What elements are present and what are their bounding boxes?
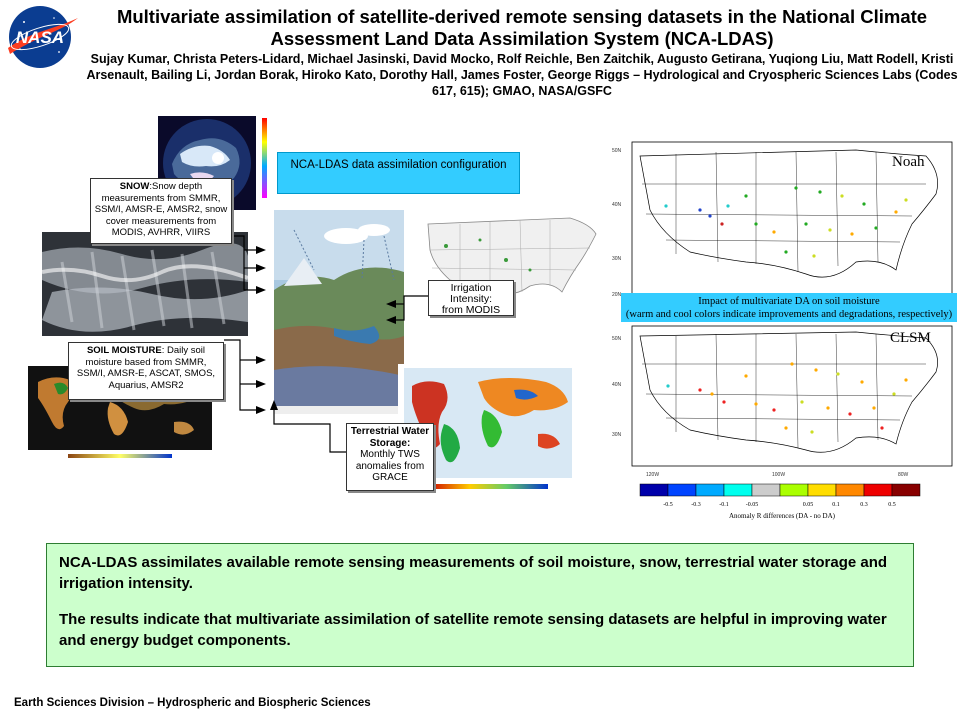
page-title: Multivariate assimilation of satellite-derived remote sensing datasets in the National Climate Assessment Land Data Assimilation System (NCA-LDAS) [116,6,928,49]
summary-box [46,543,914,667]
colorbar-tick-label: -0.1 [719,502,729,508]
clsm-lon-label: 80W [898,472,909,478]
colorbar-swatch [780,484,808,496]
impact-caption-box [621,293,957,322]
clsm-label: CLSM [890,330,931,346]
summary-paragraph-2: The results indicate that multivariate assimilation of satellite remote sensing datasets are helpful in improving water and energy budget components. [59,611,887,649]
colorbar-swatch [696,484,724,496]
noah-lat-label: 30N [612,256,622,262]
colorbar-tick-label: 0.1 [832,502,840,508]
noah-label: Noah [892,154,925,170]
impact-caption-line2: (warm and cool colors indicate improvements and degradations, respectively) [625,309,953,320]
impact-caption-line1: Impact of multivariate DA on soil moisture [698,296,880,307]
colorbar-tick-label: -0.5 [663,502,673,508]
soil-moisture-callout-text: : Daily soil moisture based from SMMR, SSM/I, AMSR-E, ASCAT, SMOS, Aquarius, AMSR2 [76,345,216,391]
colorbar-swatch [892,484,920,496]
clsm-lat-label: 30N [612,432,622,438]
authors-line: Sujay Kumar, Christa Peters-Lidard, Michael Jasinski, David Mocko, Rolf Reichle, Ben Zaitchik, Augusto Getirana, Yuqiong Liu, Matt Rodell, Kristi Arsenault, Bailing Li, Jordan Borak, Hiroko Kato, Dorothy Hall, James Foster, George Riggs – Hydrological and Cryospheric Sciences Labs (Codes 617, 615); GMAO, NASA/GSFC [86,52,958,98]
clsm-lat-label: 40N [612,382,622,388]
colorbar-swatch [808,484,836,496]
colorbar-swatch [668,484,696,496]
colorbar-tick-label: -0.05 [745,502,759,508]
colorbar-swatch [640,484,668,496]
footer-text: Earth Sciences Division – Hydrospheric and Biospheric Sciences [14,697,371,709]
irrigation-callout-heading: Irrigation Intensity: [449,282,493,305]
irrigation-callout [428,280,514,316]
soil-moisture-callout [68,342,224,400]
soil-moisture-callout-heading: SOIL MOISTURE [86,345,162,356]
noah-lat-label: 40N [612,202,622,208]
tws-callout-heading: Terrestrial Water Storage: [350,426,430,449]
irrigation-callout-text: from MODIS [441,304,501,316]
config-label-box [277,152,520,194]
colorbar-swatch [724,484,752,496]
colorbar-swatch [864,484,892,496]
colorbar-swatch [836,484,864,496]
noah-lat-label: 20N [612,292,622,298]
summary-paragraph-1: NCA-LDAS assimilates available remote sensing measurements of soil moisture, snow, terrestrial water storage and irrigation intensity. [59,554,888,592]
clsm-lon-label: 100W [772,472,786,478]
colorbar-swatch [752,484,780,496]
colorbar-tick-label: 0.5 [888,502,896,508]
anomaly-colorbar [636,482,928,522]
snow-callout-text: :Snow depth measurements from SMMR, SSM/I, AMSR-E, AMSR2, snow cover measurements from MODIS, AVHRR, VIIRS [94,181,228,238]
snow-callout [90,178,232,244]
colorbar-caption: Anomaly R differences (DA - no DA) [728,512,836,520]
snow-callout-heading: SNOW [119,181,150,192]
noah-impact-map [606,134,958,302]
tws-callout-text: Monthly TWS anomalies from GRACE [355,449,425,483]
clsm-impact-map [606,324,958,480]
config-label: NCA-LDAS data assimilation configuration [290,159,507,171]
colorbar-tick-label: 0.3 [860,502,868,508]
noah-lat-label: 50N [612,148,622,154]
colorbar-tick-label: -0.3 [691,502,701,508]
clsm-lon-label: 120W [646,472,660,478]
logo-text: NASA [15,28,65,47]
tws-callout [346,423,434,491]
clsm-lat-label: 50N [612,336,622,342]
colorbar-tick-label: 0.05 [802,502,814,508]
